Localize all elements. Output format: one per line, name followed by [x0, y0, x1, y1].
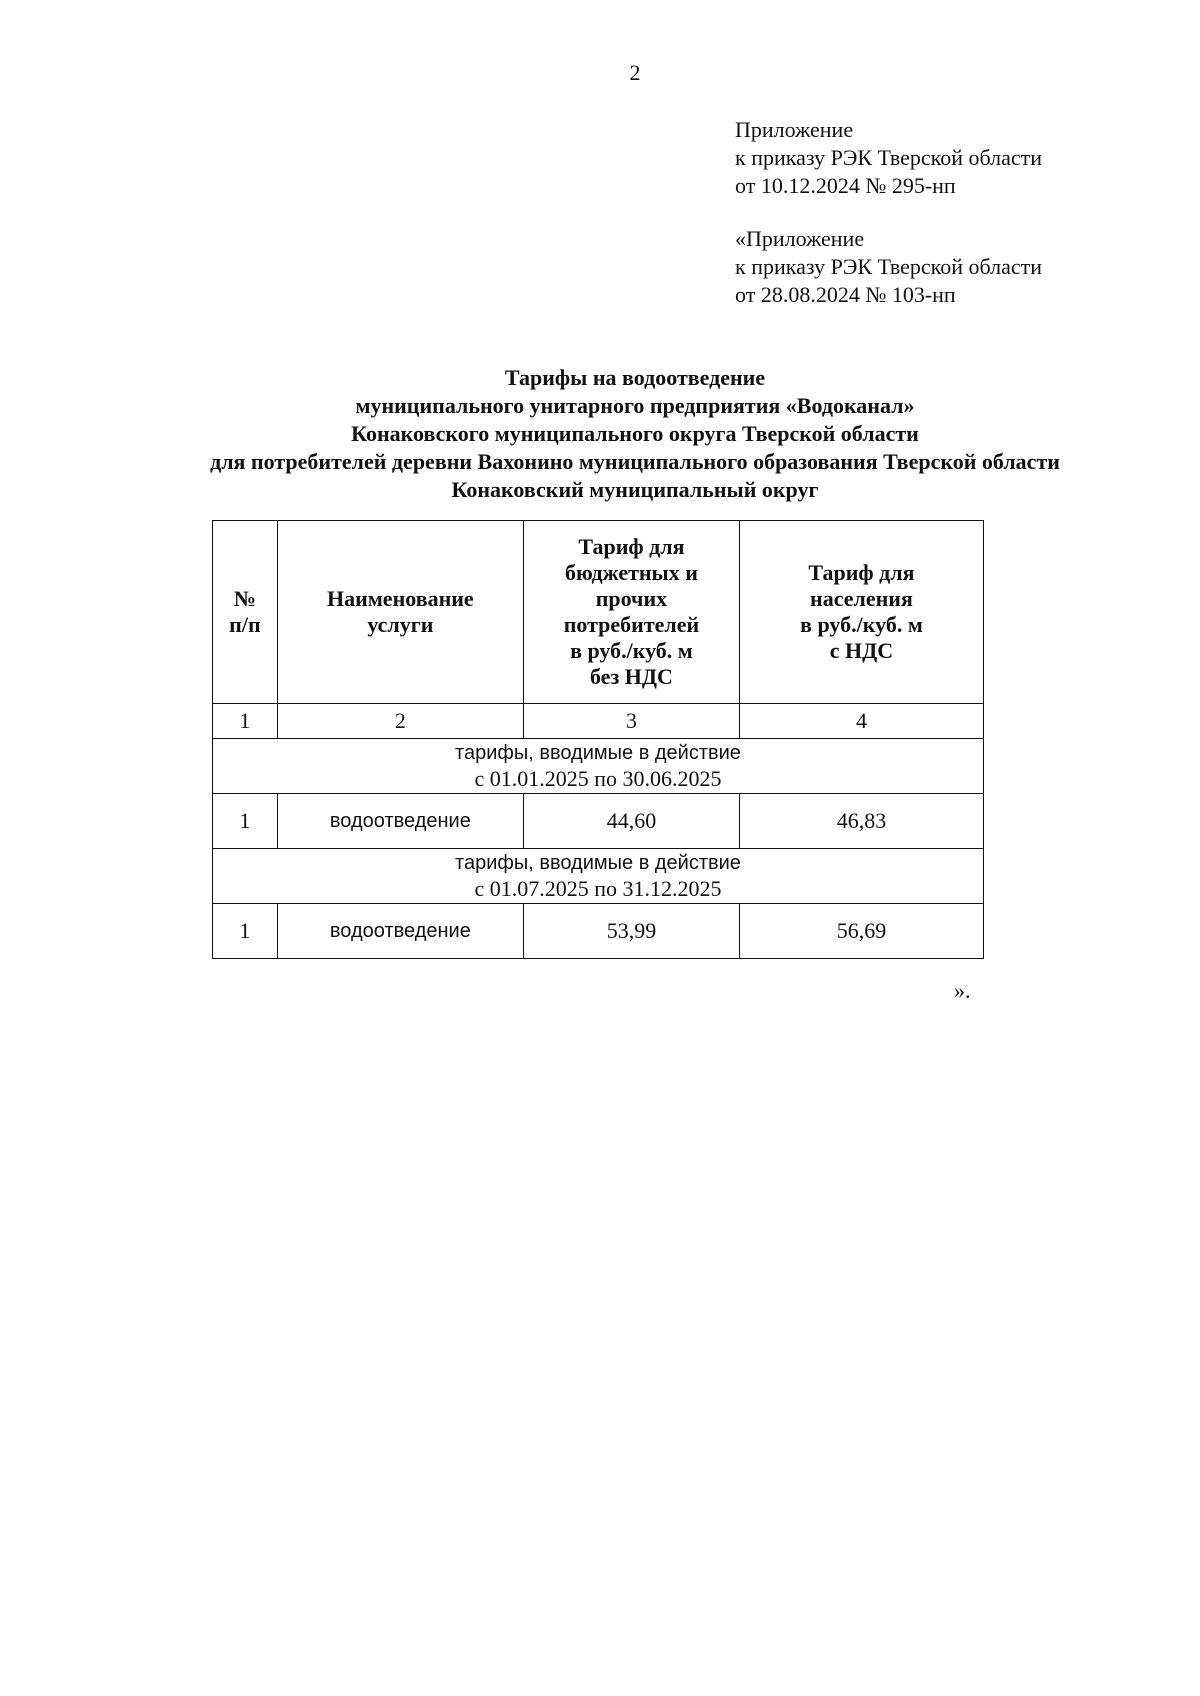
appendix-label: «Приложение — [735, 226, 865, 251]
service-name: водоотведение — [277, 794, 523, 849]
appendix-order-date: от 10.12.2024 № 295-нп — [735, 173, 956, 198]
page-number: 2 — [629, 60, 641, 85]
budget-tariff-value: 44,60 — [523, 794, 739, 849]
title-line: для потребителей деревни Вахонино муниципального образования Тверской области — [210, 449, 1060, 474]
row-number: 1 — [213, 794, 278, 849]
header-text: Наименование — [327, 586, 474, 611]
header-text: бюджетных и — [564, 560, 698, 585]
period-row — [213, 849, 984, 904]
header-text: № — [233, 586, 256, 611]
header-service-name — [277, 521, 523, 704]
column-index: 1 — [213, 704, 278, 739]
header-text: прочих — [595, 586, 668, 611]
population-tariff-value: 46,83 — [739, 794, 983, 849]
header-text: с НДС — [829, 638, 894, 663]
header-text: без НДС — [589, 664, 673, 689]
table-header-row — [213, 521, 984, 704]
header-text: Тариф для — [808, 560, 915, 585]
column-index: 3 — [523, 704, 739, 739]
appendix-reference-current — [735, 116, 1042, 200]
period-dates: с 01.01.2025 по 30.06.2025 — [474, 766, 722, 791]
period-dates: с 01.07.2025 по 31.12.2025 — [474, 876, 722, 901]
appendix-label: Приложение — [735, 117, 854, 142]
title-line: Конаковский муниципальный округ — [451, 477, 819, 502]
period-row — [213, 739, 984, 794]
population-tariff-value: 56,69 — [739, 904, 983, 959]
budget-tariff-value: 53,99 — [523, 904, 739, 959]
closing-quote-mark: ». — [954, 978, 971, 1003]
header-text: в руб./куб. м — [800, 612, 923, 637]
header-text: потребителей — [563, 612, 700, 637]
row-number: 1 — [213, 904, 278, 959]
appendix-order-source: к приказу РЭК Тверской области — [735, 254, 1043, 279]
header-population-tariff — [739, 521, 983, 704]
header-text: услуги — [367, 612, 434, 637]
title-line: Тарифы на водоотведение — [504, 365, 766, 390]
appendix-order-source: к приказу РЭК Тверской области — [735, 145, 1043, 170]
title-line: Конаковского муниципального округа Тверской области — [351, 421, 919, 446]
period-label — [213, 849, 984, 904]
column-index: 2 — [277, 704, 523, 739]
column-index-row — [213, 704, 984, 739]
column-index: 4 — [739, 704, 983, 739]
header-text: в руб./куб. м — [570, 638, 693, 663]
header-text: п/п — [229, 612, 261, 637]
header-text: Тариф для — [578, 534, 685, 559]
appendix-reference-previous — [735, 225, 1042, 309]
header-text: населения — [810, 586, 913, 611]
header-budget-tariff — [523, 521, 739, 704]
table-row — [213, 904, 984, 959]
period-label — [213, 739, 984, 794]
table-row — [213, 794, 984, 849]
service-name: водоотведение — [277, 904, 523, 959]
period-label-line: тарифы, вводимые в действие — [455, 742, 741, 764]
period-label-line: тарифы, вводимые в действие — [455, 852, 741, 874]
document-title — [60, 364, 1200, 504]
title-line: муниципального унитарного предприятия «Водоканал» — [355, 393, 915, 418]
appendix-order-date: от 28.08.2024 № 103-нп — [735, 282, 956, 307]
tariff-table — [212, 520, 984, 959]
header-number — [213, 521, 278, 704]
